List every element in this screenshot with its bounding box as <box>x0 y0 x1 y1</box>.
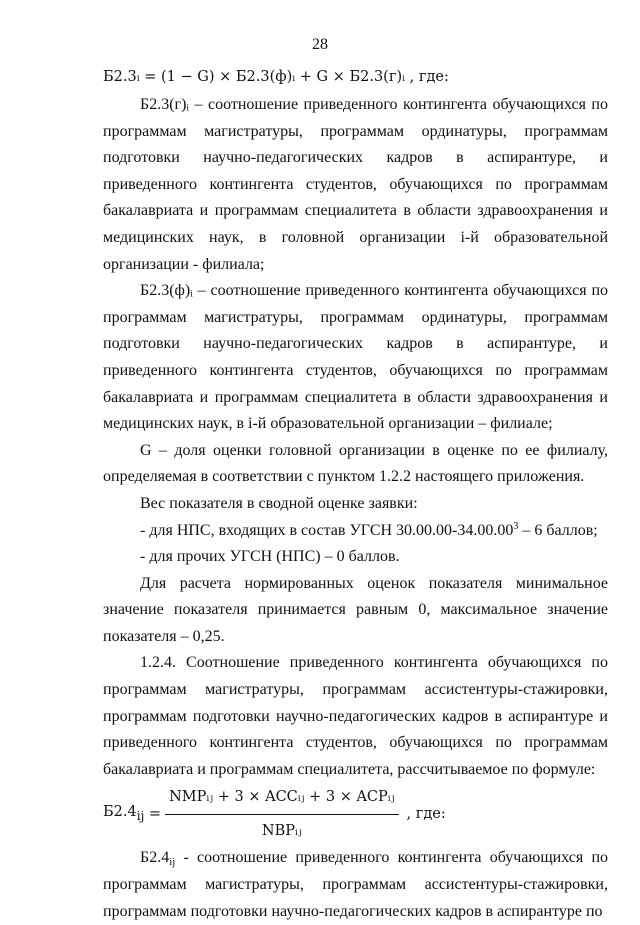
definition-g: G – доля оценки головной организации в оценке по ее филиалу, определяемая в соответствии с пунктом 1.2.2 настоящего приложения. <box>103 441 608 486</box>
weight-item-other: - для прочих УГСН (НПС) – 0 баллов. <box>140 548 400 566</box>
definition-b2-4-term: Б2.4 <box>140 849 170 867</box>
document-body <box>103 62 608 925</box>
section-1-2-4-paragraph: 1.2.4. Соотношение приведенного контингента обучающихся по программам магистратуры, программам ассистентуры-стажировки, программам подготовки научно-педагогических кадров в аспирантуре и приведенного контингента студентов, обучающихся по программам бакалавриата и программам специалитета, рассчитываемое по формуле: <box>103 654 608 778</box>
formula-fraction <box>165 784 398 844</box>
footnote-marker: 3 <box>513 520 519 532</box>
weight-heading: Вес показателя в сводной оценке заявки: <box>140 494 418 512</box>
formula-numerator: NMPᵢⱼ + 3 × ACCᵢⱼ + 3 × ACPᵢⱼ <box>165 784 398 815</box>
weight-item-npc-text: - для НПС, входящих в состав УГСН 30.00.00-34.00.00 <box>140 521 514 539</box>
page-number: 28 <box>312 36 328 53</box>
definition-b2-4-sub: ij <box>169 856 176 869</box>
weight-item-npc-tail: – 6 баллов; <box>518 521 598 539</box>
definition-b2-4 <box>103 845 608 925</box>
formula-tail: , где: <box>406 806 446 823</box>
formula-b2-3: Б2.3ᵢ = (1 − G) × Б2.3(ф)ᵢ + G × Б2.3(г)ᵢ , где: <box>103 69 449 85</box>
definition-b2-3-f: Б2.3(ф)ᵢ – соотношение приведенного контингента обучающихся по программам магистратуры, программам ординатуры, программам подготовки научно-педагогических кадров в аспирантуре, и приведенного контингента студентов, обучающихся по программам бакалавриата и программам специалитета в области здравоохранения и медицинских наук, в i-й образовательной организации – филиале; <box>103 282 608 433</box>
formula-b2-4 <box>103 783 608 845</box>
weight-item-npc <box>103 518 608 545</box>
definition-b2-3-g: Б2.3(г)ᵢ – соотношение приведенного контингента обучающихся по программам магистратуры, программам ординатуры, программам подготовки научно-педагогических кадров в аспирантуре, и приведенного контингента студентов, обучающихся по программам бакалавриата и программам специалитета в области здравоохранения и медицинских наук, в головной организации i-й образовательной организации - филиала; <box>103 96 608 273</box>
normalization-paragraph: Для расчета нормированных оценок показателя минимальное значение показателя принимается равным 0, максимальное значение показателя – 0,25. <box>103 574 608 645</box>
formula-lhs: $Б2.4_{ij}$ <box>103 804 145 824</box>
equals-sign: = <box>144 806 162 823</box>
definition-b2-4-text: - соотношение приведенного контингента обучающихся по программам магистратуры, программам ассистентуры-стажировки, программам подготовки научно-педагогических кадров в аспирантуре по <box>103 849 608 920</box>
formula-denominator: NBPᵢⱼ <box>261 822 302 839</box>
